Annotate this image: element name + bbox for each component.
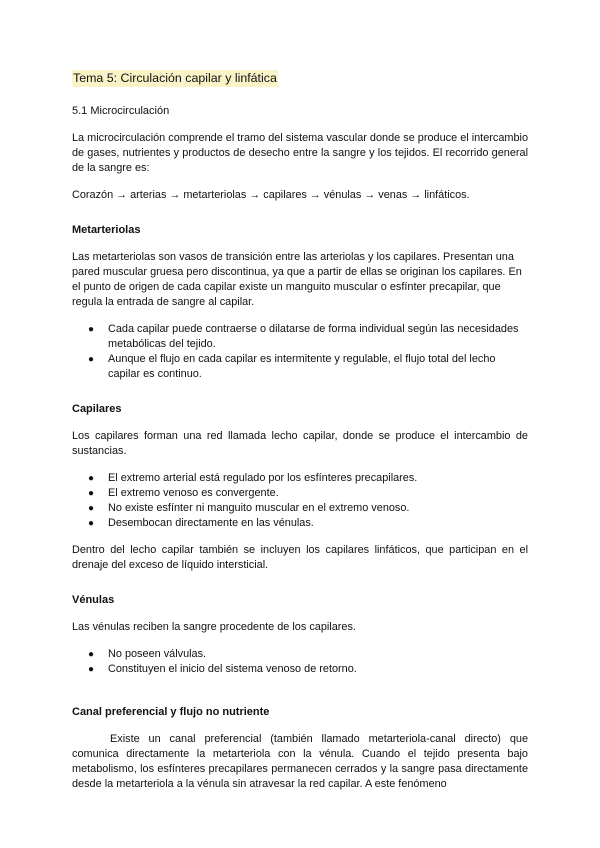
route-paragraph: Corazón → arterias → metarteriolas → capilares → vénulas → venas → linfáticos. xyxy=(72,189,470,201)
bullet-icon: ● xyxy=(88,649,95,660)
canal-paragraph: Existe un canal preferencial (también llamado metarteriola-canal directo) que comunica directamente la metarteriola con la vénula. Cuando el tejido presenta bajo metabolismo, los esfínteres precapilares permanecen cerrados y la sangre pasa directamente desde la metarteriola a la vénula sin atravesar la red capilar. A este fenómeno xyxy=(72,733,528,790)
venulas-heading: Vénulas xyxy=(72,594,115,606)
list-item: ● No existe esfínter ni manguito muscular en el extremo venoso. xyxy=(88,502,410,514)
bullet-icon: ● xyxy=(88,473,95,484)
subsection-title: 5.1 Microcirculación xyxy=(72,105,170,117)
intro-paragraph: La microcirculación comprende el tramo del sistema vascular donde se produce el intercambio de gases, nutrientes y productos de desecho entre la sangre y los tejidos. El recorrido general de la sangre es: xyxy=(72,132,528,174)
page-title: Tema 5: Circulación capilar y linfática xyxy=(73,71,277,85)
venulas-paragraph: Las vénulas reciben la sangre procedente de los capilares. xyxy=(72,621,356,633)
bullet-icon: ● xyxy=(88,324,95,335)
metarteriolas-list xyxy=(72,322,528,382)
metarteriolas-heading: Metarteriolas xyxy=(72,224,141,236)
capilares-heading: Capilares xyxy=(72,403,122,415)
capilares-paragraph: Los capilares forman una red llamada lecho capilar, donde se produce el intercambio de sustancias. xyxy=(72,430,528,457)
bullet-icon: ● xyxy=(88,503,95,514)
list-item: ● Cada capilar puede contraerse o dilatarse de forma individual según las necesidades metabólicas del tejido. xyxy=(88,323,519,350)
list-item: ● No poseen válvulas. xyxy=(88,648,207,660)
bullet-icon: ● xyxy=(88,518,95,529)
document-page xyxy=(72,70,528,792)
list-item: ● El extremo venoso es convergente. xyxy=(88,487,279,499)
bullet-icon: ● xyxy=(88,354,95,365)
capilares-list xyxy=(72,471,528,531)
venulas-list xyxy=(72,647,528,677)
capilares-paragraph-2: Dentro del lecho capilar también se incluyen los capilares linfáticos, que participan en el drenaje del exceso de líquido intersticial. xyxy=(72,544,528,571)
canal-heading: Canal preferencial y flujo no nutriente xyxy=(72,706,270,718)
bullet-icon: ● xyxy=(88,488,95,499)
metarteriolas-paragraph: Las metarteriolas son vasos de transición entre las arteriolas y los capilares. Presentan una pared muscular gruesa pero discontinua, ya que a partir de ellas se originan los capilares. En el punto de origen de cada capilar existe un manguito muscular o esfínter precapilar, que regula la entrada de sangre al capilar. xyxy=(72,251,522,308)
list-item: ● El extremo arterial está regulado por los esfínteres precapilares. xyxy=(88,472,418,484)
list-item: ● Desembocan directamente en las vénulas. xyxy=(88,517,314,529)
list-item: ● Aunque el flujo en cada capilar es intermitente y regulable, el flujo total del lecho capilar es continuo. xyxy=(88,353,496,380)
bullet-icon: ● xyxy=(88,664,95,675)
list-item: ● Constituyen el inicio del sistema venoso de retorno. xyxy=(88,663,357,675)
